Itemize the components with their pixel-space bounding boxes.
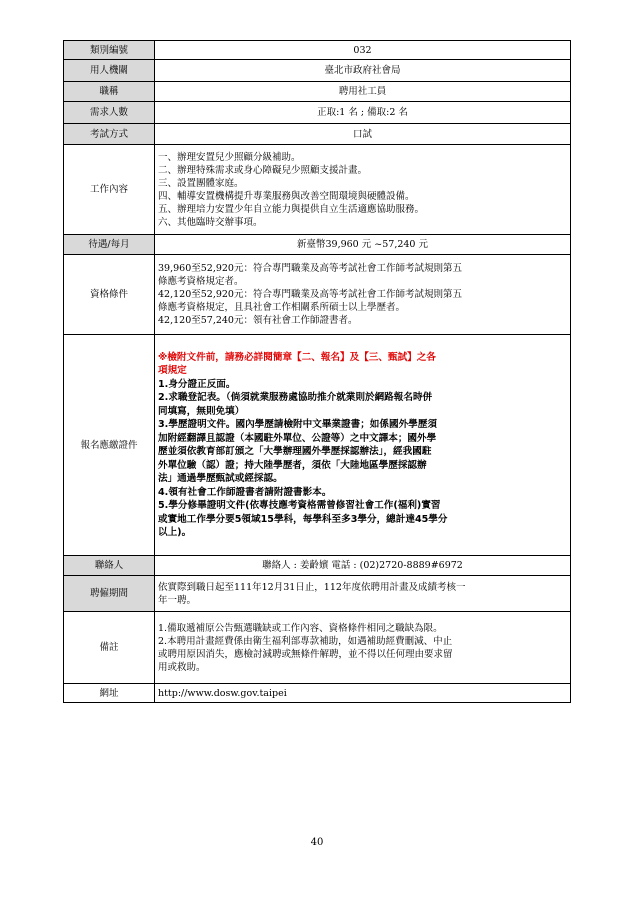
documents-notice: 項規定 <box>158 365 187 376</box>
document-line: 歷並須依教育部訂頒之「大學辦理國外學歷採認辦法」，經我國駐 <box>158 446 432 457</box>
row-headcount <box>64 102 571 124</box>
document-line: 外單位驗（認）證；持大陸學歷者，須依「大陸地區學歷採認辦 <box>158 459 427 471</box>
exam-method-label: 考試方式 <box>64 124 155 145</box>
note-line: 2.本聘用計畫經費係由衛生福利部專款補助，如遇補助經費刪減、中止 <box>158 635 453 647</box>
period-line: 依實際到職日起至111年12月31日止，112年度依聘用計畫及成績考核一 <box>158 581 466 593</box>
qualification-line: 條應考資格規定，且具社會工作相關系所碩士以上學歷者。 <box>158 302 406 313</box>
duties-label: 工作內容 <box>64 145 155 235</box>
qualifications-label: 資格條件 <box>64 255 155 335</box>
qualification-line: 42,120至57,240元：領有社會工作師證書者。 <box>158 315 358 326</box>
headcount-label: 需求人數 <box>64 102 155 124</box>
document-line: 3.學歷證明文件。國內學歷請檢附中文畢業證書；如係國外學歷須 <box>158 419 437 430</box>
period-line: 年一聘。 <box>158 594 197 606</box>
notes-label: 備註 <box>64 612 155 684</box>
qualification-line: 42,120至52,920元：符合專門職業及高等考試社會工作師考試規則第五 <box>158 289 462 300</box>
document-line: 或實地工作學分要5領域15學科，每學科至多3學分，總計達45學分 <box>158 513 448 525</box>
documents-label: 報名應繳證件 <box>64 335 155 556</box>
document-line: 法」通過學歷甄試或經採認。 <box>158 473 283 484</box>
category-code-value: 032 <box>155 41 571 60</box>
duty-item: 三、設置團體家庭。 <box>158 177 244 189</box>
agency-label: 用人機關 <box>64 60 155 82</box>
duty-item: 六、其他臨時交辦事項。 <box>158 216 263 228</box>
salary-value: 新臺幣39,960 元 ~57,240 元 <box>155 235 571 255</box>
period-text <box>155 576 571 612</box>
job-info-table <box>63 40 571 703</box>
title-value: 聘用社工員 <box>155 82 571 102</box>
contact-value: 聯絡人 : 姜齡嬪 電話 : (02)2720-8889#6972 <box>155 556 571 576</box>
row-salary <box>64 235 571 255</box>
row-qualifications <box>64 255 571 335</box>
qualifications-list <box>155 255 571 335</box>
contact-label: 聯絡人 <box>64 556 155 576</box>
documents-notice: ※檢附文件前，請務必詳閱簡章【二、報名】及【三、甄試】之各 <box>158 351 436 363</box>
duty-item: 一、辦理安置兒少照顧分級補助。 <box>158 151 301 163</box>
row-website <box>64 684 571 703</box>
qualification-line: 條應考資格規定者。 <box>158 276 244 287</box>
note-line: 或聘用原因消失，應檢討減聘或無條件解聘，並不得以任何理由要求留 <box>158 648 453 660</box>
document-line: 5.學分修畢證明文件(依專技應考資格需曾修習社會工作(福利)實習 <box>158 500 441 511</box>
row-notes <box>64 612 571 684</box>
duties-list <box>155 145 571 235</box>
document-line: 同填寫，無則免填） <box>158 405 245 417</box>
page-number: 40 <box>310 837 324 848</box>
exam-method-value: 口試 <box>155 124 571 145</box>
row-duties <box>64 145 571 235</box>
website-label: 網址 <box>64 684 155 703</box>
category-code-label: 類別編號 <box>64 41 155 60</box>
salary-label: 待遇/每月 <box>64 235 155 255</box>
note-line: 1.備取遞補原公告甄選職缺或工作內容、資格條件相同之職缺為限。 <box>158 622 443 634</box>
row-exam-method <box>64 124 571 145</box>
row-documents <box>64 335 571 556</box>
period-label: 聘僱期間 <box>64 576 155 612</box>
document-line: 加附經翻譯且認證（本國駐外單位、公證等）之中文譯本；國外學 <box>158 432 437 444</box>
document-line: 1.身分證正反面。 <box>158 378 236 390</box>
document-line: 4.領有社會工作師證書者請附證書影本。 <box>158 486 332 498</box>
duty-item: 二、辦理特殊需求或身心障礙兒少照顧支援計畫。 <box>158 164 368 176</box>
qualification-line: 39,960至52,920元：符合專門職業及高等考試社會工作師考試規則第五 <box>158 263 462 274</box>
documents-list <box>155 335 571 556</box>
row-agency <box>64 60 571 82</box>
document-line: 以上)。 <box>158 527 192 538</box>
title-label: 職稱 <box>64 82 155 102</box>
notes-list <box>155 612 571 684</box>
note-line: 用或救助。 <box>158 661 206 673</box>
agency-value: 臺北市政府社會局 <box>155 60 571 82</box>
row-period <box>64 576 571 612</box>
headcount-value: 正取:1 名 ; 備取:2 名 <box>155 102 571 124</box>
row-title <box>64 82 571 102</box>
row-category-code <box>64 41 571 60</box>
duty-item: 五、辦理培力安置少年自立能力與提供自立生活適應協助服務。 <box>158 203 425 215</box>
document-line: 2.求職登記表。（倘須就業服務處協助推介就業則於網路報名時併 <box>158 392 433 403</box>
website-link[interactable]: http://www.dosw.gov.taipei <box>155 684 571 703</box>
duty-item: 四、輔導安置機構提升專業服務與改善空間環境與硬體設備。 <box>158 190 415 202</box>
row-contact <box>64 556 571 576</box>
